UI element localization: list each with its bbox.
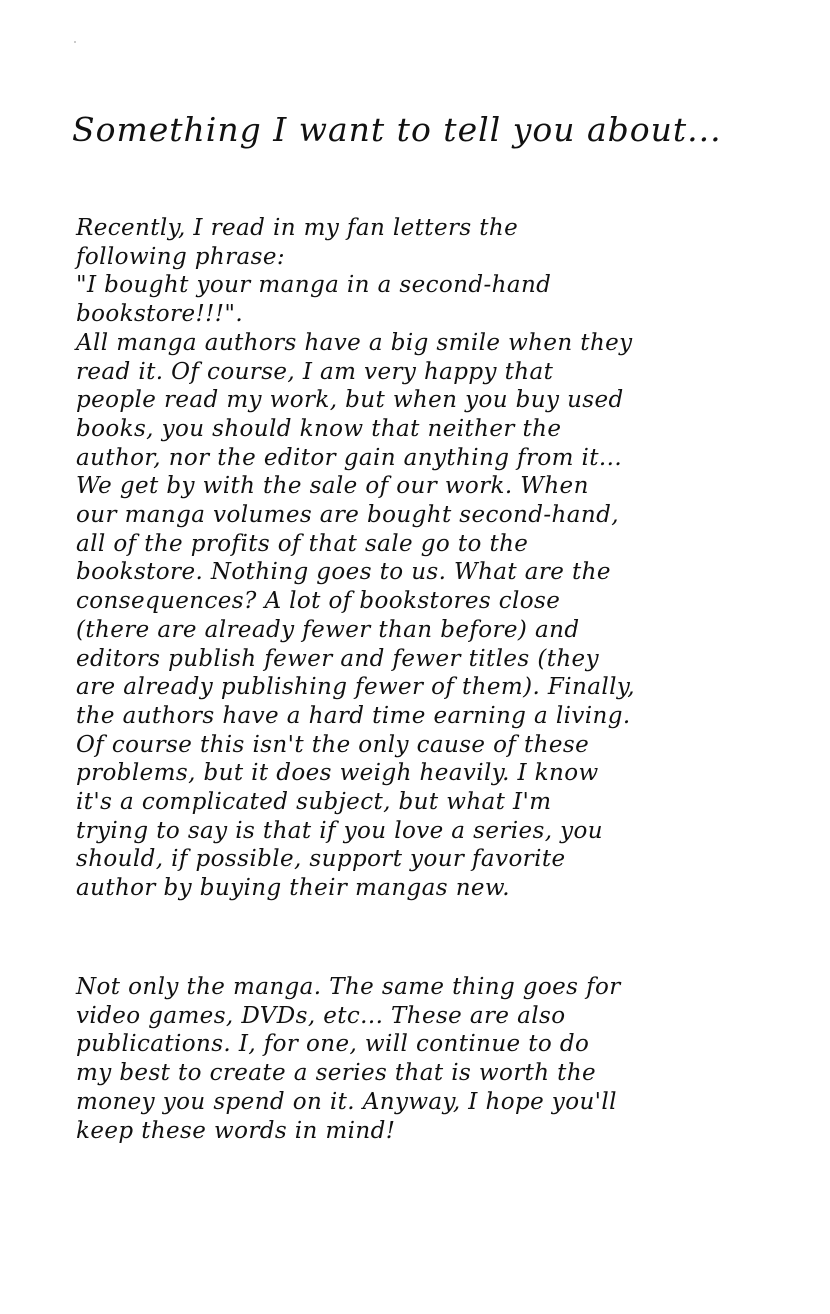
text-line: my best to create a series that is worth the xyxy=(76,1060,597,1087)
text-line: bookstore!!!". xyxy=(76,301,244,328)
text-line: publications. I, for one, will continue to do xyxy=(76,1031,590,1058)
text-line: Not only the manga. The same thing goes for xyxy=(76,974,621,1000)
text-line: following phrase: xyxy=(76,243,286,270)
text-line: problems, but it does weigh heavily. I know xyxy=(76,760,599,787)
text-line: author, nor the editor gain anything from it... xyxy=(76,444,623,471)
text-line: should, if possible, support your favorite xyxy=(76,846,566,873)
text-line: "I bought your manga in a second-hand xyxy=(76,272,552,299)
text-line: keep these words in mind! xyxy=(76,1117,396,1144)
text-line: all of the profits of that sale go to the xyxy=(76,530,529,557)
page-speck xyxy=(74,41,76,43)
text-line: (there are already fewer than before) and xyxy=(76,616,580,643)
text-line: money you spend on it. Anyway, I hope you'll xyxy=(76,1088,617,1115)
text-line: consequences? A lot of bookstores close xyxy=(76,588,561,615)
text-line: it's a complicated subject, but what I'm xyxy=(76,789,552,816)
text-line: We get by with the sale of our work. When xyxy=(76,473,589,500)
text-line: books, you should know that neither the xyxy=(76,415,562,442)
text-line: people read my work, but when you buy used xyxy=(76,387,624,414)
text-line: Recently, I read in my fan letters the xyxy=(76,215,519,241)
text-line: All manga authors have a big smile when they xyxy=(76,329,633,356)
letter-paragraph-1 xyxy=(76,214,766,903)
text-line: Of course this isn't the only cause of these xyxy=(76,731,590,758)
letter-paragraph-2 xyxy=(76,973,766,1145)
text-line: are already publishing fewer of them). Finally, xyxy=(76,674,635,701)
text-line: bookstore. Nothing goes to us. What are the xyxy=(76,559,611,586)
text-line: video games, DVDs, etc... These are also xyxy=(76,1002,566,1029)
text-line: read it. Of course, I am very happy that xyxy=(76,358,554,385)
letter-title: Something I want to tell you about... xyxy=(72,110,722,149)
text-line: trying to say is that if you love a series, you xyxy=(76,817,603,844)
text-line: author by buying their mangas new. xyxy=(76,875,511,902)
text-line: our manga volumes are bought second-hand, xyxy=(76,502,619,529)
text-line: editors publish fewer and fewer titles (they xyxy=(76,645,599,672)
text-line: the authors have a hard time earning a living. xyxy=(76,702,631,729)
